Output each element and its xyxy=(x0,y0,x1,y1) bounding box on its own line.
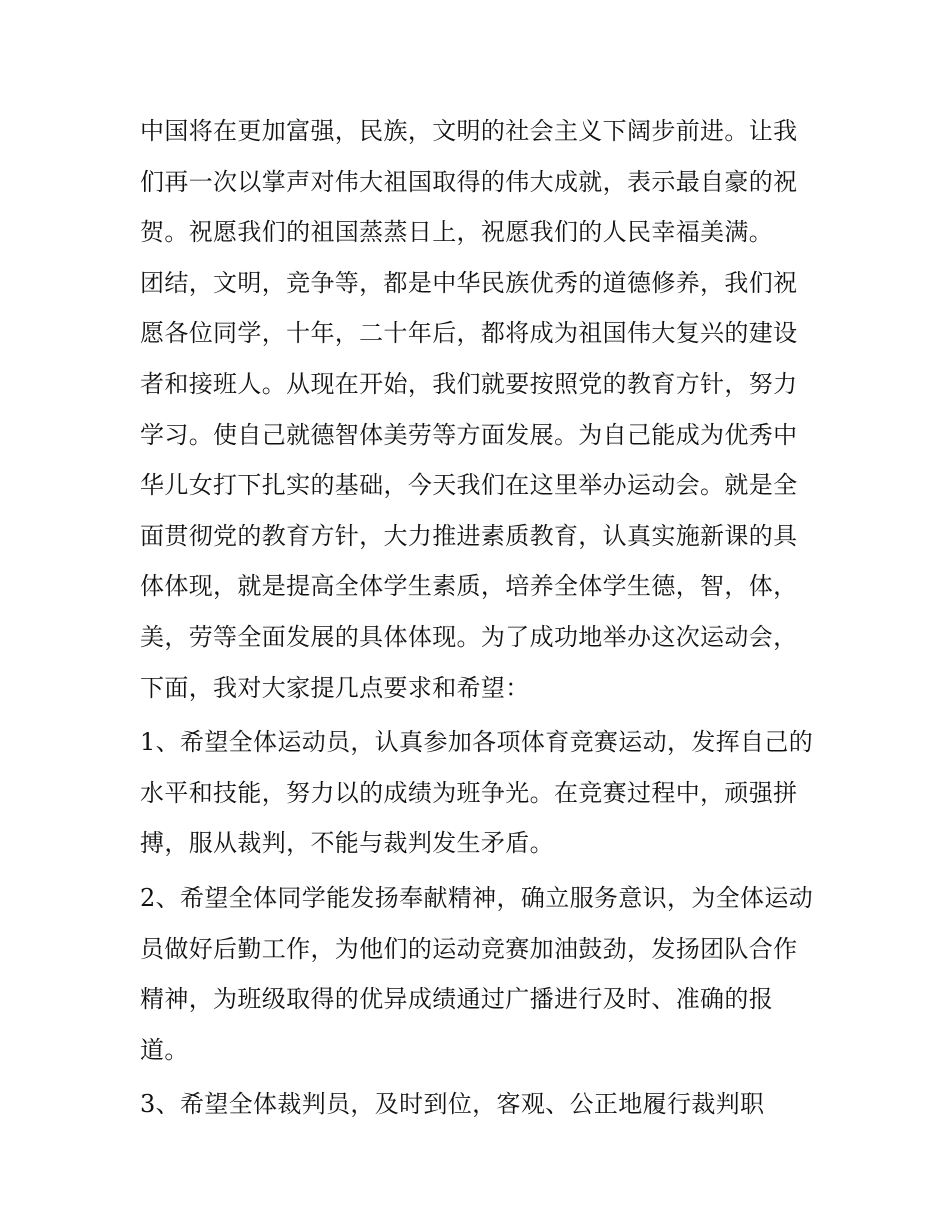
list-item-students: 2、希望全体同学能发扬奉献精神，确立服务意识，为全体运动员做好后勤工作，为他们的运动竞赛加油鼓劲，发扬团队合作精神，为班级取得的优异成绩通过广播进行及时、准确的报道。 xyxy=(140,883,814,1064)
list-item-athletes: 1、希望全体运动员，认真参加各项体育竞赛运动，发挥自己的水平和技能，努力以的成绩为班争光。在竞赛过程中，顽强拼搏，服从裁判，不能与裁判发生矛盾。 xyxy=(140,728,814,858)
list-item-referees: 3、希望全体裁判员，及时到位，客观、公正地履行裁判职 xyxy=(140,1090,765,1119)
paragraph-expectations: 团结，文明，竞争等，都是中华民族优秀的道德修养，我们祝愿各位同学，十年，二十年后，都将成为祖国伟大复兴的建设者和接班人。从现在开始，我们就要按照党的教育方针，努力学习。使自己就德智体美劳等方面发展。为自己能成为优秀中华儿女打下扎实的基础，今天我们在这里举办运动会。就是全面贯彻党的教育方针，大力推进素质教育，认真实施新课的具体体现，就是提高全体学生素质，培养全体学生德，智，体，美，劳等全面发展的具体体现。为了成功地举办这次运动会，下面，我对大家提几点要求和希望： xyxy=(140,268,798,702)
document-body xyxy=(140,106,820,1130)
paragraph-congratulation: 中国将在更加富强，民族，文明的社会主义下阔步前进。让我们再一次以掌声对伟大祖国取得的伟大成就，表示最自豪的祝贺。祝愿我们的祖国蒸蒸日上，祝愿我们的人民幸福美满。 xyxy=(140,117,798,247)
